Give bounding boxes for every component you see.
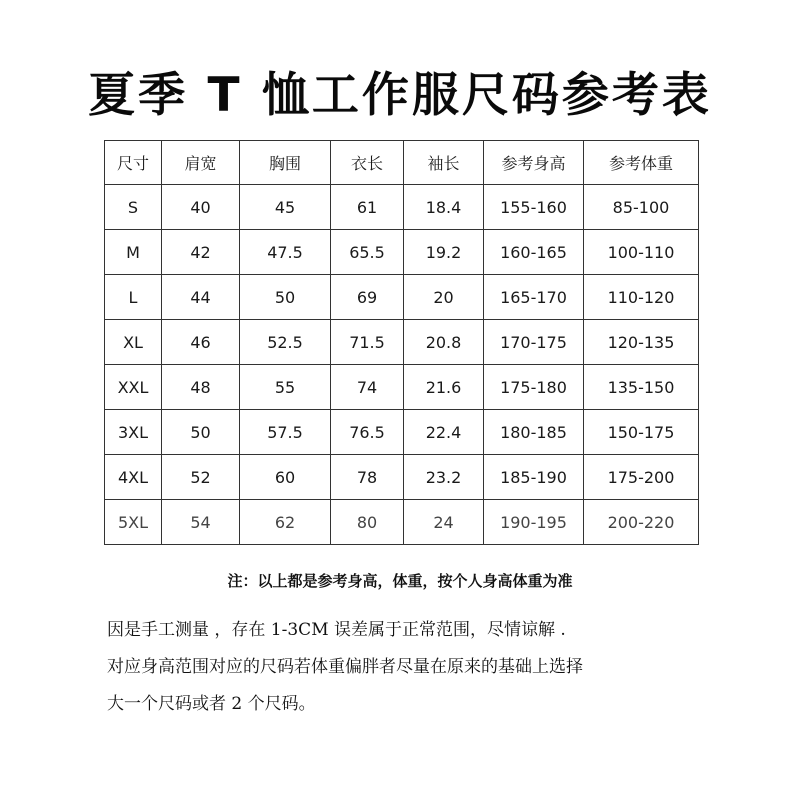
table-cell: 120-135 — [584, 320, 699, 365]
table-cell: 20.8 — [404, 320, 484, 365]
table-cell: 57.5 — [240, 410, 331, 455]
table-cell: 19.2 — [404, 230, 484, 275]
table-cell: 110-120 — [584, 275, 699, 320]
table-cell: 135-150 — [584, 365, 699, 410]
disclaimer-line: 因是手工测量 ，存在 1-3CM 误差属于正常范围，尽情谅解 . — [107, 620, 566, 640]
table-cell: 175-180 — [484, 365, 584, 410]
table-cell: 4XL — [105, 455, 162, 500]
header-size: 尺寸 — [105, 141, 162, 185]
table-cell: XXL — [105, 365, 162, 410]
table-cell: 52 — [162, 455, 240, 500]
table-cell: 190-195 — [484, 500, 584, 545]
table-cell: 21.6 — [404, 365, 484, 410]
table-row — [105, 230, 699, 275]
table-cell: 61 — [331, 185, 404, 230]
disclaimer-line: 对应身高范围对应的尺码若体重偏胖者尽量在原来的基础上选择 — [107, 657, 583, 677]
table-cell: 3XL — [105, 410, 162, 455]
header-height: 参考身高 — [484, 141, 584, 185]
table-cell: L — [105, 275, 162, 320]
table-cell: 18.4 — [404, 185, 484, 230]
table-cell: 165-170 — [484, 275, 584, 320]
table-cell: 42 — [162, 230, 240, 275]
table-cell: 85-100 — [584, 185, 699, 230]
table-header-row — [105, 141, 699, 185]
table-row — [105, 410, 699, 455]
table-row — [105, 500, 699, 545]
disclaimer-line: 大一个尺码或者 2 个尺码。 — [107, 694, 316, 714]
table-cell: 74 — [331, 365, 404, 410]
table-cell: 24 — [404, 500, 484, 545]
table-cell: 50 — [162, 410, 240, 455]
header-weight: 参考体重 — [584, 141, 699, 185]
table-cell: 55 — [240, 365, 331, 410]
table-cell: 50 — [240, 275, 331, 320]
table-cell: 78 — [331, 455, 404, 500]
table-row — [105, 365, 699, 410]
table-cell: 5XL — [105, 500, 162, 545]
size-table — [104, 140, 699, 545]
table-row — [105, 455, 699, 500]
table-cell: 170-175 — [484, 320, 584, 365]
page-title: 夏季 T 恤工作服尺码参考表 — [88, 68, 712, 123]
table-cell: 20 — [404, 275, 484, 320]
table-row — [105, 320, 699, 365]
table-cell: XL — [105, 320, 162, 365]
table-cell: M — [105, 230, 162, 275]
measurement-disclaimer — [107, 612, 747, 723]
table-cell: 180-185 — [484, 410, 584, 455]
header-chest: 胸围 — [240, 141, 331, 185]
table-cell: 175-200 — [584, 455, 699, 500]
table-cell: 46 — [162, 320, 240, 365]
table-cell: 160-165 — [484, 230, 584, 275]
table-cell: 80 — [331, 500, 404, 545]
header-sleeve: 袖长 — [404, 141, 484, 185]
table-cell: 44 — [162, 275, 240, 320]
table-cell: 23.2 — [404, 455, 484, 500]
table-cell: 48 — [162, 365, 240, 410]
table-row — [105, 275, 699, 320]
table-cell: 185-190 — [484, 455, 584, 500]
table-cell: 60 — [240, 455, 331, 500]
reference-note: 注：以上都是参考身高，体重，按个人身高体重为准 — [227, 572, 573, 590]
table-cell: 45 — [240, 185, 331, 230]
table-cell: S — [105, 185, 162, 230]
header-length: 衣长 — [331, 141, 404, 185]
table-cell: 100-110 — [584, 230, 699, 275]
table-cell: 76.5 — [331, 410, 404, 455]
table-cell: 65.5 — [331, 230, 404, 275]
table-cell: 200-220 — [584, 500, 699, 545]
table-cell: 54 — [162, 500, 240, 545]
table-row — [105, 185, 699, 230]
header-shoulder: 肩宽 — [162, 141, 240, 185]
table-cell: 150-175 — [584, 410, 699, 455]
table-cell: 52.5 — [240, 320, 331, 365]
table-cell: 22.4 — [404, 410, 484, 455]
table-cell: 62 — [240, 500, 331, 545]
table-cell: 155-160 — [484, 185, 584, 230]
table-cell: 69 — [331, 275, 404, 320]
table-cell: 47.5 — [240, 230, 331, 275]
table-cell: 71.5 — [331, 320, 404, 365]
table-cell: 40 — [162, 185, 240, 230]
